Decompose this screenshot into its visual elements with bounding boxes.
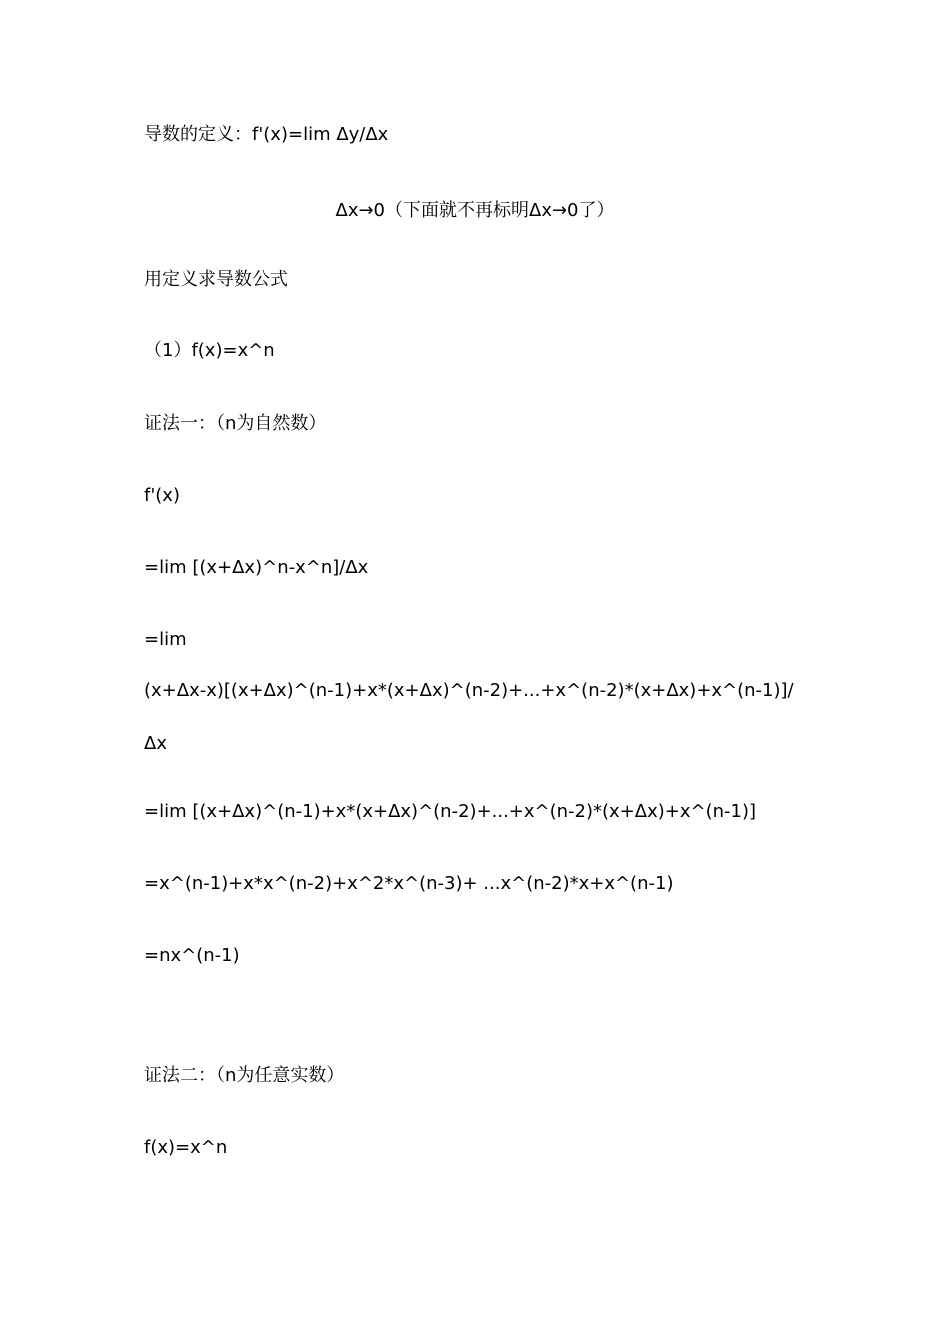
proof-2-line: f(x)=x^n: [144, 1137, 228, 1158]
proof-1-line: (x+Δx-x)[(x+Δx)^(n-1)+x*(x+Δx)^(n-2)+...+x^(n-2)*(x+Δx)+x^(n-1)]/: [144, 680, 794, 701]
proof-1-line: f'(x): [144, 485, 180, 506]
proof-1-line: Δx: [144, 733, 167, 754]
proof-1-line: =x^(n-1)+x*x^(n-2)+x^2*x^(n-3)+ ...x^(n-2)*x+x^(n-1): [144, 873, 674, 894]
proof-1-line: =nx^(n-1): [144, 945, 240, 966]
section-heading: 用定义求导数公式: [144, 269, 288, 290]
proof-1-line: =lim [(x+Δx)^(n-1)+x*(x+Δx)^(n-2)+...+x^(n-2)*(x+Δx)+x^(n-1)]: [144, 801, 756, 822]
proof-1-line: =lim: [144, 629, 187, 650]
proof-1-line: =lim [(x+Δx)^n-x^n]/Δx: [144, 557, 369, 578]
definition-note: Δx→0（下面就不再标明Δx→0了）: [335, 200, 615, 221]
proof-1-title: 证法一：（n为自然数）: [144, 413, 327, 434]
proof-2-title: 证法二：（n为任意实数）: [144, 1065, 345, 1086]
derivative-definition: 导数的定义：f'(x)=lim Δy/Δx: [144, 124, 389, 145]
case-1-formula: （1）f(x)=x^n: [144, 340, 275, 361]
